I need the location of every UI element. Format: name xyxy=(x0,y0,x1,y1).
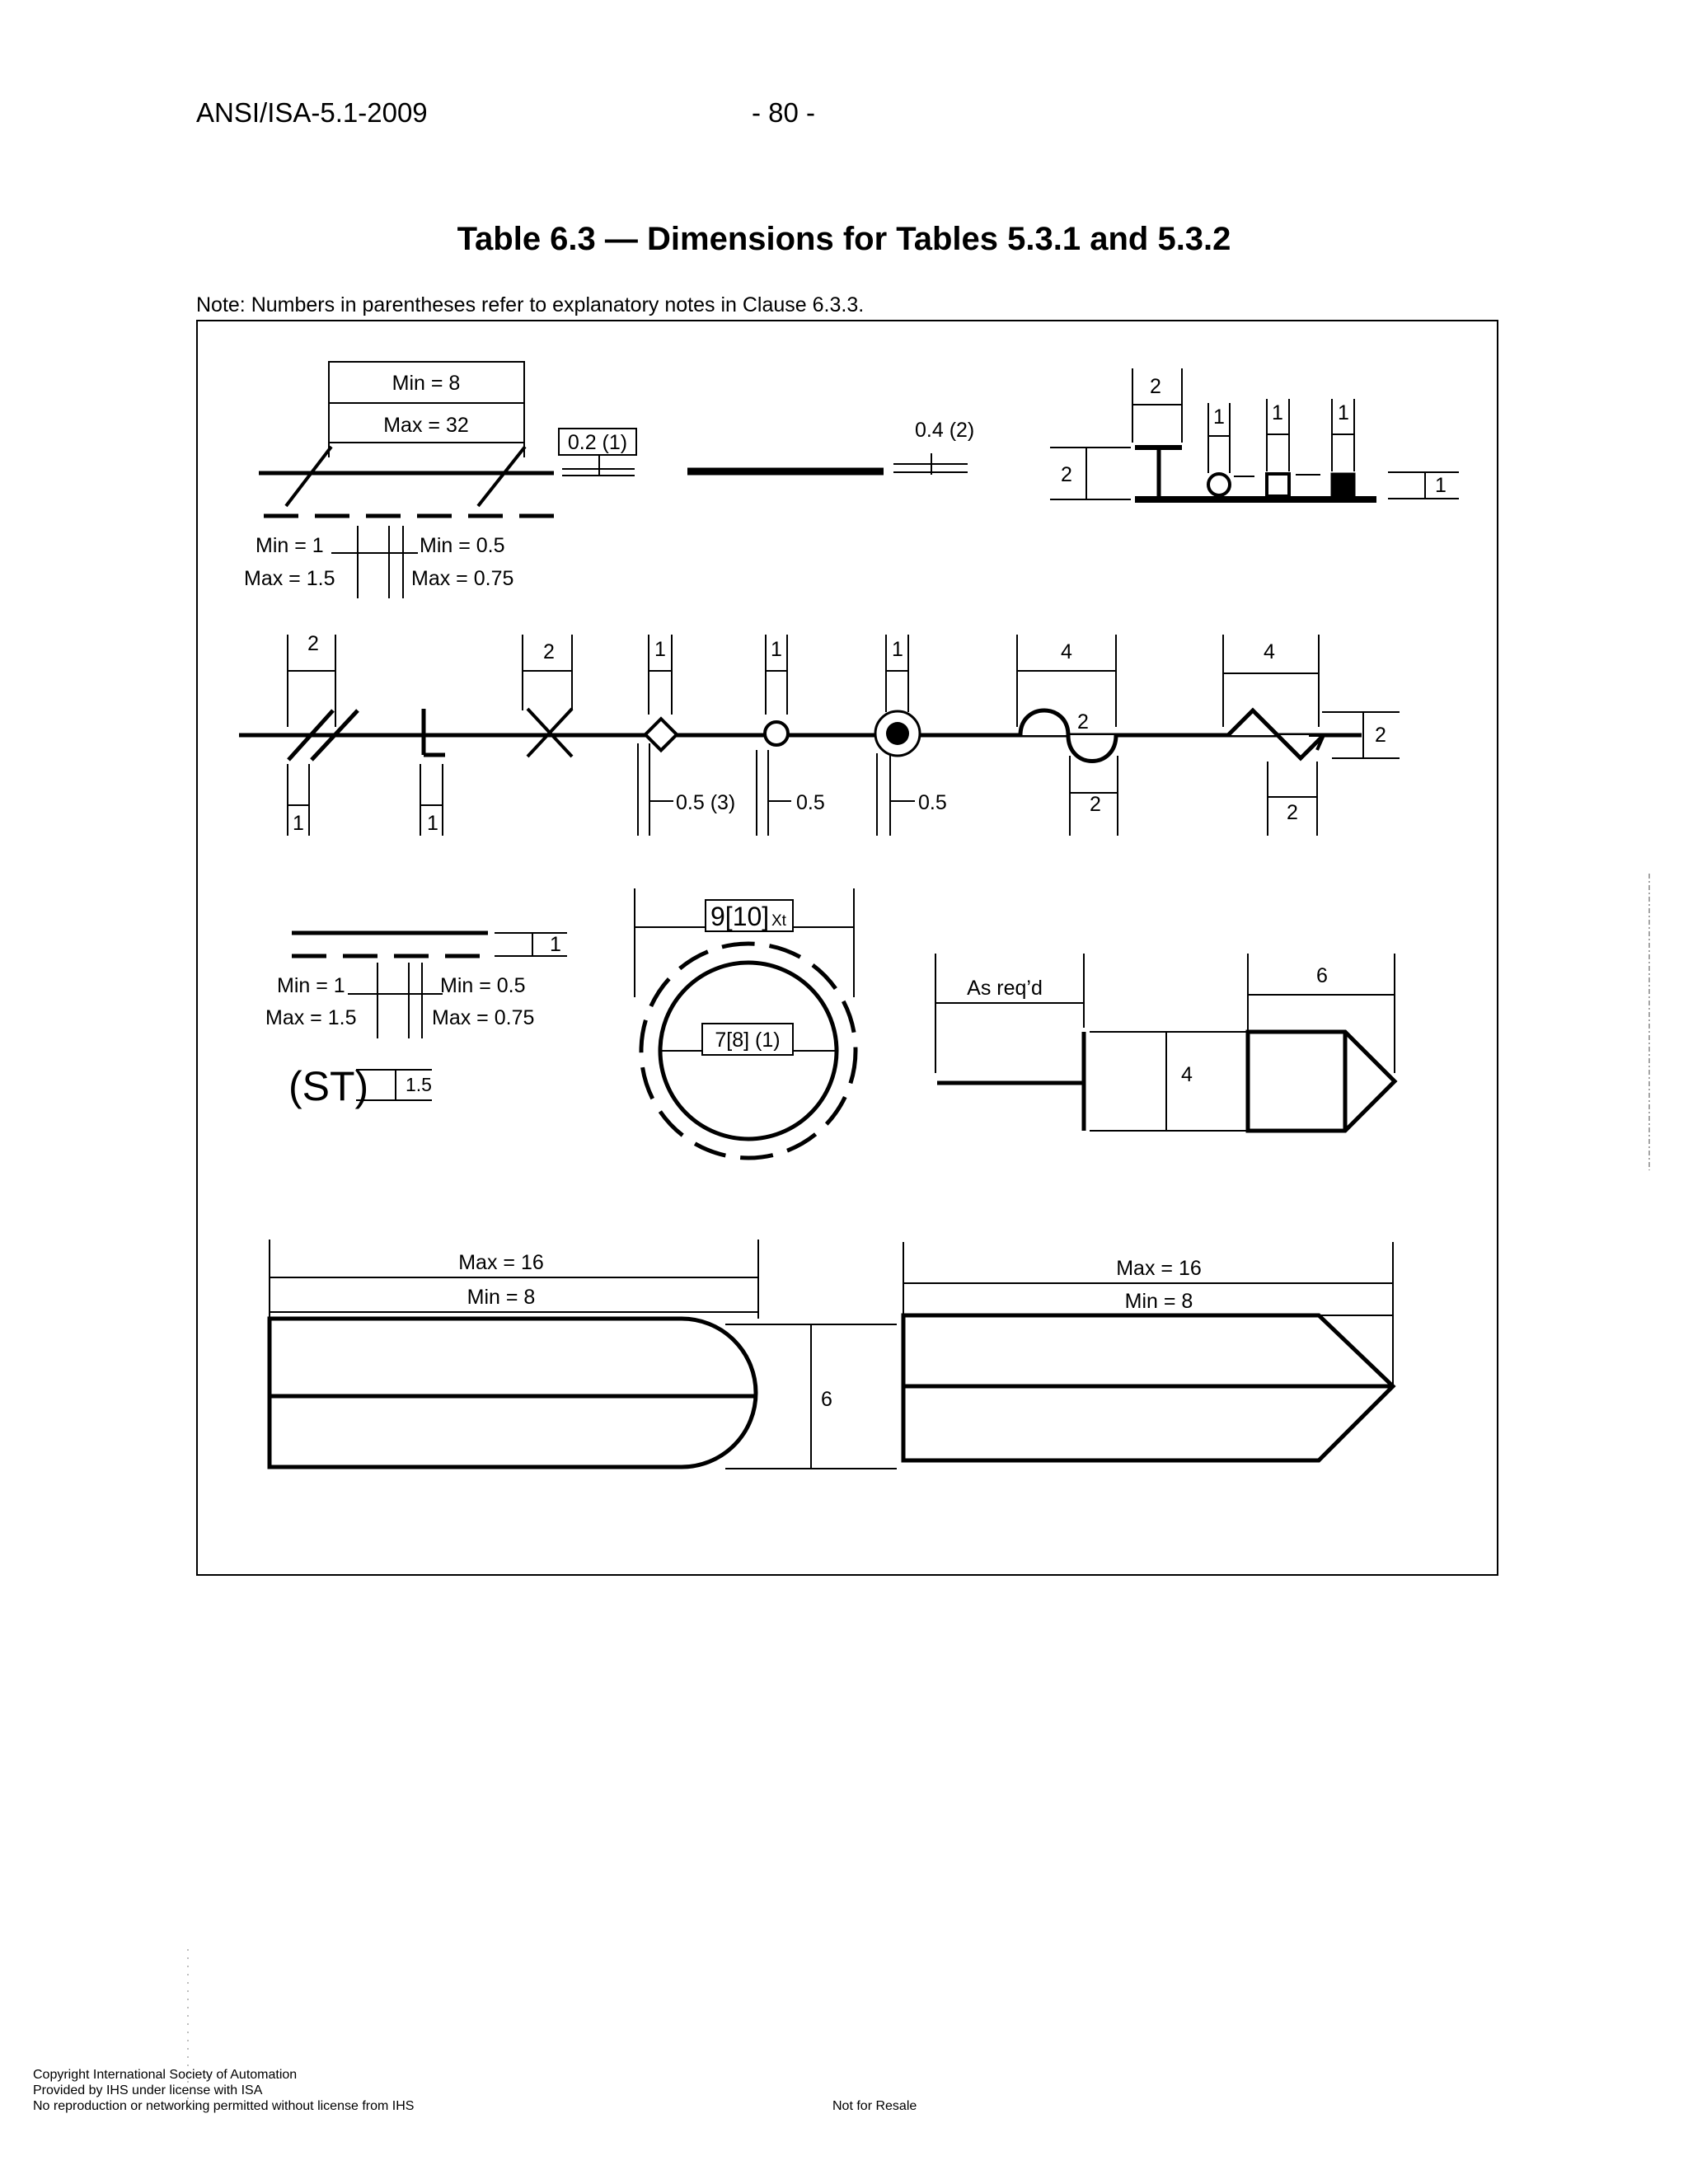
table-title: Table 6.3 — Dimensions for Tables 5.3.1 and 5.3.2 xyxy=(457,221,1231,257)
table-note: Note: Numbers in parentheses refer to explanatory notes in Clause 6.3.3. xyxy=(196,293,865,316)
page-number: - 80 - xyxy=(752,97,816,128)
wave-below: 2 xyxy=(1090,793,1101,816)
row2-line-symbols xyxy=(239,632,1400,836)
zigzag-width: 4 xyxy=(1264,640,1275,663)
wave-height: 2 xyxy=(1077,710,1089,733)
row3-concentric-circles xyxy=(635,888,856,1158)
outer-circle-note: Xt xyxy=(771,912,786,930)
left-min: Min = 8 xyxy=(467,1286,536,1309)
right-max: Max = 16 xyxy=(1116,1257,1202,1280)
footer-restriction: No reproduction or networking permitted without license from IHS xyxy=(33,2099,415,2113)
gap-max: Max = 0.75 xyxy=(411,567,514,590)
wave-width: 4 xyxy=(1061,640,1072,663)
dot-offset: 0.5 xyxy=(918,791,947,814)
st-label: (ST) xyxy=(288,1063,369,1109)
row1-signal-symbols xyxy=(1050,368,1459,499)
arrow-width: 6 xyxy=(1316,964,1328,987)
dash-min: Min = 1 xyxy=(256,534,324,557)
double-slash-below: 1 xyxy=(293,812,304,835)
st-dim: 1.5 xyxy=(406,1074,432,1095)
gap-max: Max = 0.75 xyxy=(432,1006,535,1029)
diamond-offset: 0.5 (3) xyxy=(676,791,736,814)
box-height: 4 xyxy=(1181,1063,1193,1086)
line-weight-thick: 0.4 (2) xyxy=(915,419,975,442)
row4-arrow-shape xyxy=(903,1242,1393,1460)
line-weight-thin: 0.2 (1) xyxy=(567,431,628,454)
t-height: 2 xyxy=(1061,463,1072,486)
dimension-figure-frame xyxy=(196,320,1498,1576)
left-max: Max = 16 xyxy=(458,1251,544,1274)
right-min: Min = 8 xyxy=(1124,1290,1193,1313)
gap-min: Min = 0.5 xyxy=(440,974,526,997)
dash-max: Max = 1.5 xyxy=(244,567,335,590)
line-height: 1 xyxy=(550,933,561,956)
zigzag-below: 2 xyxy=(1287,801,1298,824)
line-length-max: Max = 32 xyxy=(383,414,469,437)
row1-dimensioned-lines xyxy=(244,362,974,598)
circle-dim: 1 xyxy=(771,638,782,661)
angle-below: 1 xyxy=(427,812,438,835)
footer-not-for-resale: Not for Resale xyxy=(832,2099,917,2113)
footer-license: Provided by IHS under license with ISA xyxy=(33,2083,263,2097)
side-watermark-marks xyxy=(1645,874,1653,1170)
row3-left-dashed xyxy=(265,933,567,1109)
t-top-width: 2 xyxy=(1150,375,1161,398)
circle-dim: 1 xyxy=(1213,405,1225,429)
filled-square-dim: 1 xyxy=(1338,401,1349,424)
inner-circle-dim: 7[8] (1) xyxy=(715,1029,781,1052)
circle-offset: 0.5 xyxy=(796,791,825,814)
footer-copyright: Copyright International Society of Automation xyxy=(33,2068,298,2082)
square-dim: 1 xyxy=(1272,401,1283,424)
symbol-height: 1 xyxy=(1435,474,1447,497)
standard-designation: ANSI/ISA-5.1-2009 xyxy=(196,97,428,128)
as-required: As req’d xyxy=(967,977,1043,1000)
row4-rounded-shape xyxy=(270,1240,897,1469)
zigzag-height: 2 xyxy=(1375,724,1386,747)
row3-box-arrow xyxy=(935,954,1395,1131)
shape-height: 6 xyxy=(821,1388,832,1411)
diamond-dim: 1 xyxy=(654,638,666,661)
dot-dim: 1 xyxy=(892,638,903,661)
line-length-min: Min = 8 xyxy=(392,372,461,395)
dash-max: Max = 1.5 xyxy=(265,1006,357,1029)
dimension-drawing xyxy=(198,321,1497,1574)
double-slash-width: 2 xyxy=(307,632,319,655)
gap-min: Min = 0.5 xyxy=(420,534,505,557)
cross-width: 2 xyxy=(543,640,555,663)
dash-min: Min = 1 xyxy=(277,974,345,997)
outer-circle-dim: 9[10] xyxy=(710,902,770,931)
